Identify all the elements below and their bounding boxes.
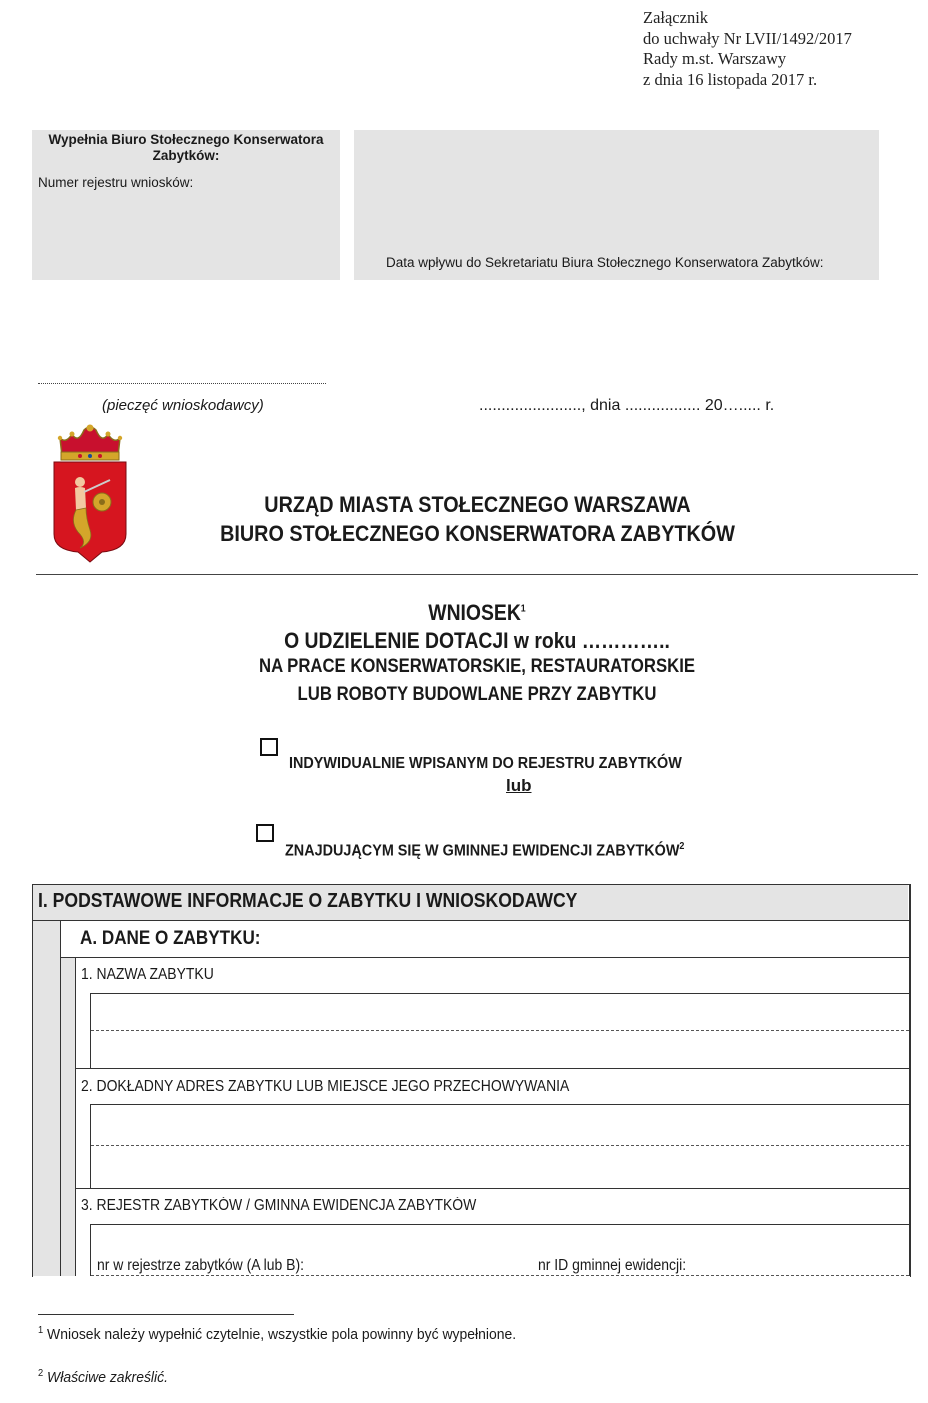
application-subtitle-works: NA PRACE KONSERWATORSKIE, RESTAURATORSKIE [258,656,696,677]
office-use-title: Wypełnia Biuro Stołecznego Konserwatora Zabytków: [48,132,324,163]
date-received-box[interactable] [354,130,879,280]
register-number-label: Numer rejestru wniosków: [38,175,194,190]
footnote-2-text: Właściwe zakreślić. [47,1369,168,1386]
attachment-note [643,8,852,90]
register-number-input[interactable] [91,1275,909,1276]
attachment-line-3: Rady m.st. Warszawy [643,49,787,68]
application-subtitle-year[interactable]: O UDZIELENIE DOTACJI w roku ………….. [284,628,670,653]
application-subtitle-monument: LUB ROBOTY BUDOWLANE PRZY ZABYTKU [297,684,657,705]
date-received-label: Data wpływu do Sekretariatu Biura Stołecznego Konserwatora Zabytków: [386,255,824,270]
application-title-text: WNIOSEK [428,600,521,625]
monument-name-label: 1. NAZWA ZABYTKU [81,966,214,983]
section-1-title: I. PODSTAWOWE INFORMACJE O ZABYTKU I WNIOSKODAWCY [38,890,578,912]
attachment-line-2: do uchwały Nr LVII/1492/2017 [643,28,852,48]
section-a-title: A. DANE O ZABYTKU: [80,928,261,949]
city-office-title: URZĄD MIASTA STOŁECZNEGO WARSZAWA [264,492,691,517]
field-3-top-line [90,1224,909,1225]
applicant-stamp-label: (pieczęć wnioskodawcy) [102,397,264,414]
footnote-2 [38,1368,168,1386]
section-a-margin [61,958,75,1276]
register-monument-checkbox[interactable] [260,738,278,756]
stamp-dotted-line [38,383,326,384]
municipal-id-field-label: nr ID gminnej ewidencji: [538,1257,687,1274]
field-1-bottom-line [75,1068,909,1069]
footnote-ref-2: 2 [679,841,685,852]
warsaw-coat-of-arms-logo [50,422,130,564]
field-2-top-line [90,1104,909,1105]
office-use-box[interactable] [32,130,340,280]
footnote-1-text: Wniosek należy wypełnić czytelnie, wszystkie pola powinny być wypełnione. [47,1326,517,1343]
attachment-line-4: z dnia 16 listopada 2017 r. [643,69,818,89]
field-1-top-line [90,993,909,994]
place-date-field[interactable]: ......................., dnia ................. 20…..... r. [479,397,775,414]
section-1-divider [32,920,909,921]
footnote-1 [38,1325,516,1343]
municipal-register-text: ZNAJDUJĄCYM SIĘ W GMINNEJ EWIDENCJI ZABYTKÓW [285,842,680,860]
field-2-bottom-line [75,1188,909,1189]
footnote-2-mark: 2 [38,1368,44,1379]
header-divider [36,574,918,575]
monument-name-input[interactable] [91,1030,909,1031]
conservator-office-title: BIURO STOŁECZNEGO KONSERWATORA ZABYTKÓW [220,521,735,546]
footnote-1-mark: 1 [38,1325,44,1336]
municipal-register-checkbox[interactable] [256,824,274,842]
register-monument-label: INDYWIDUALNIE WPISANYM DO REJESTRU ZABYTKÓW [289,755,682,772]
register-number-field-label: nr w rejestrze zabytków (A lub B): [97,1257,304,1274]
office-header [183,490,773,548]
crown-icon [58,425,122,461]
form-right-border [909,884,910,1276]
monument-address-label: 2. DOKŁADNY ADRES ZABYTKU LUB MIEJSCE JEGO PRZECHOWYWANIA [81,1078,570,1095]
section-a-divider [60,957,909,958]
footnote-ref-1: 1 [520,603,526,615]
field-2-left-line [90,1104,91,1188]
section-a-inner-border [75,957,76,1276]
register-type-label: 3. REJESTR ZABYTKÓW / GMINNA EWIDENCJA ZABYTKÓW [81,1197,477,1214]
or-label: lub [506,776,532,795]
municipal-register-label [285,841,684,860]
footnote-separator [38,1314,294,1315]
section-1-margin [33,921,60,1276]
field-3-left-line [90,1224,91,1276]
monument-address-input[interactable] [91,1145,909,1146]
attachment-line-1: Załącznik [643,8,709,27]
application-title [145,600,809,626]
